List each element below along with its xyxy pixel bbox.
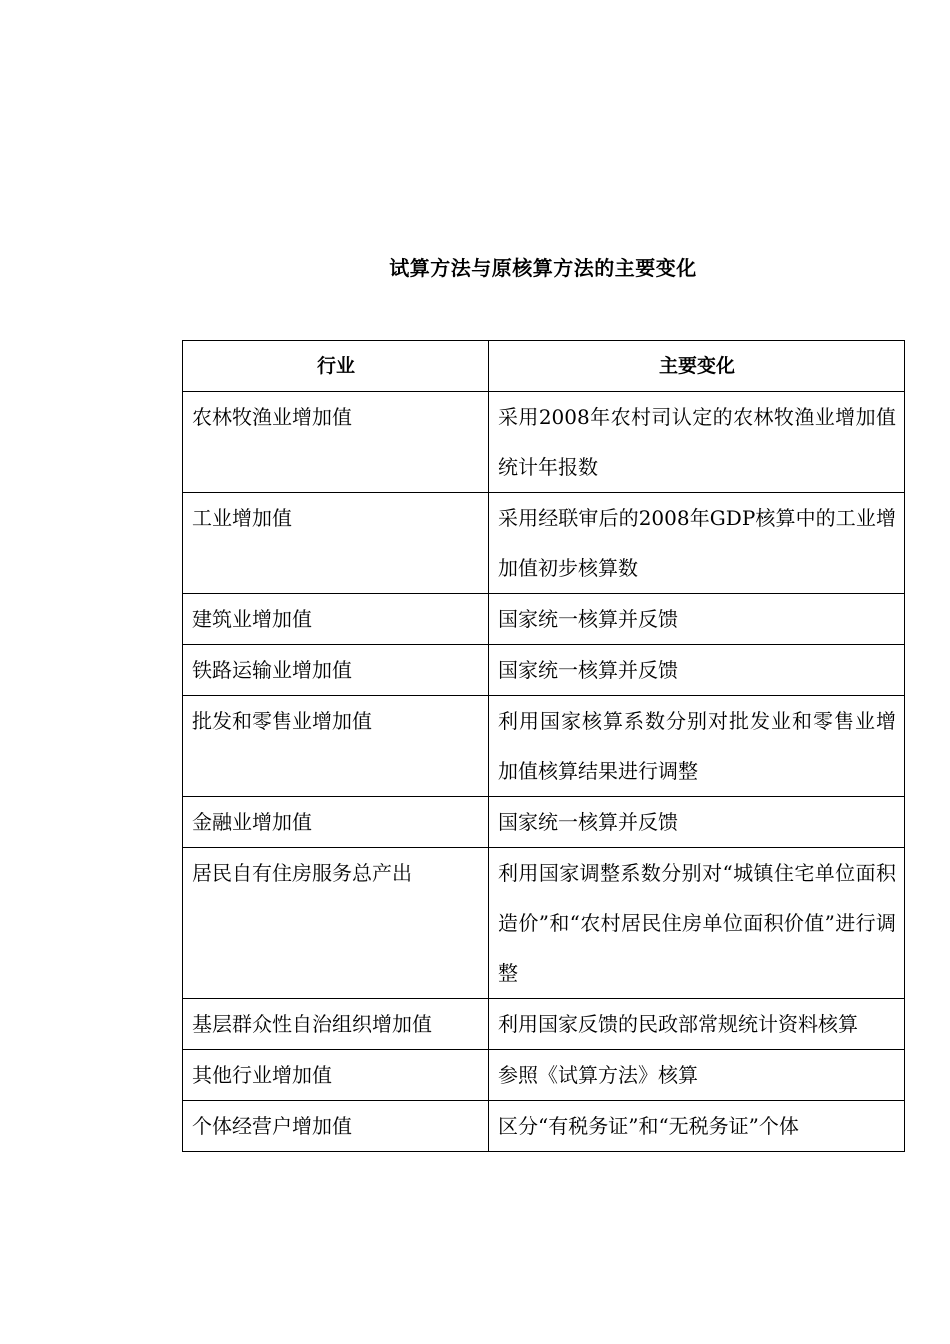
table-row (183, 1101, 905, 1152)
change-cell: 利用国家核算系数分别对批发业和零售业增加值核算结果进行调整 (489, 696, 905, 797)
change-cell: 采用经联审后的2008年GDP核算中的工业增加值初步核算数 (489, 493, 905, 594)
document-title: 试算方法与原核算方法的主要变化 (389, 256, 697, 280)
industry-cell: 个体经营户增加值 (183, 1101, 489, 1152)
header-main-change: 主要变化 (489, 341, 905, 392)
change-cell: 国家统一核算并反馈 (489, 645, 905, 696)
industry-cell: 铁路运输业增加值 (183, 645, 489, 696)
table-row (183, 493, 905, 594)
industry-cell: 其他行业增加值 (183, 1050, 489, 1101)
industry-cell: 批发和零售业增加值 (183, 696, 489, 797)
change-cell: 国家统一核算并反馈 (489, 797, 905, 848)
industry-cell: 农林牧渔业增加值 (183, 392, 489, 493)
changes-table (182, 340, 905, 1152)
table-row (183, 1050, 905, 1101)
change-cell: 利用国家反馈的民政部常规统计资料核算 (489, 999, 905, 1050)
change-cell: 参照《试算方法》核算 (489, 1050, 905, 1101)
header-industry: 行业 (183, 341, 489, 392)
table-row (183, 696, 905, 797)
change-cell: 区分“有税务证”和“无税务证”个体 (489, 1101, 905, 1152)
table-row (183, 645, 905, 696)
industry-cell: 基层群众性自治组织增加值 (183, 999, 489, 1050)
table-row (183, 392, 905, 493)
table-row (183, 999, 905, 1050)
industry-cell: 建筑业增加值 (183, 594, 489, 645)
industry-cell: 金融业增加值 (183, 797, 489, 848)
table-row (183, 848, 905, 999)
change-cell: 利用国家调整系数分别对“城镇住宅单位面积造价”和“农村居民住房单位面积价值”进行调整 (489, 848, 905, 999)
change-cell: 采用2008年农村司认定的农林牧渔业增加值统计年报数 (489, 392, 905, 493)
industry-cell: 工业增加值 (183, 493, 489, 594)
table-row (183, 594, 905, 645)
table-header-row (183, 341, 905, 392)
change-cell: 国家统一核算并反馈 (489, 594, 905, 645)
table-row (183, 797, 905, 848)
industry-cell: 居民自有住房服务总产出 (183, 848, 489, 999)
